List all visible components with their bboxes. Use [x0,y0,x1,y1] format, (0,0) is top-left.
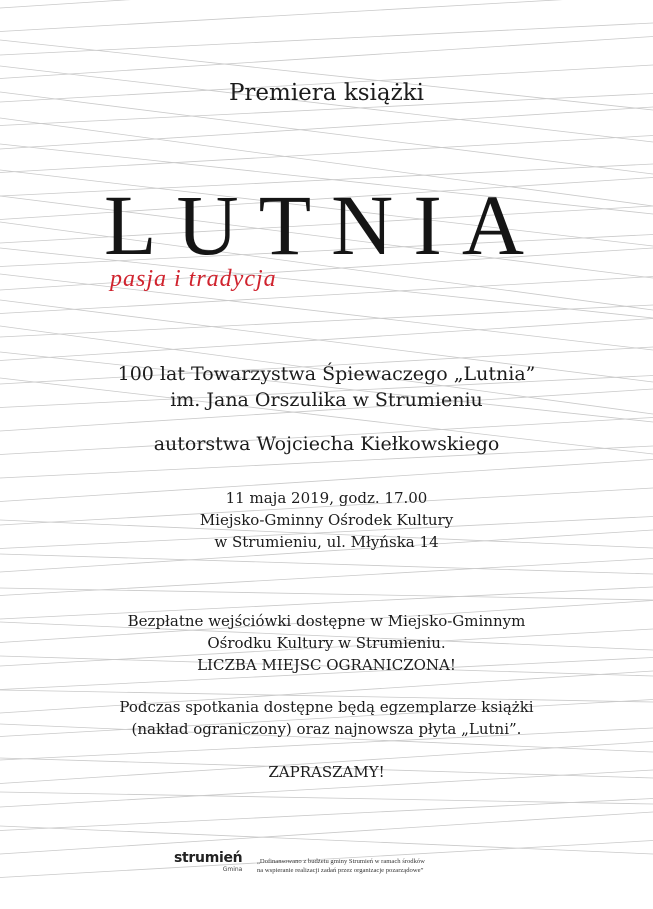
book-title: LUTNIA [104,177,545,273]
event-datetime: 11 maja 2019, godz. 17.00 [225,489,428,507]
offer-line-1: Podczas spotkania dostępne będą egzemplarze książki [119,698,534,716]
event-venue: Miejsko-Gminny Ośrodek Kultury [199,511,454,529]
tickets-line-1: Bezpłatne wejściówki dostępne w Miejsko-Gminnym [127,612,526,630]
event-address: w Strumieniu, ul. Młyńska 14 [214,533,439,551]
logo-subtitle: Gmina [222,866,243,873]
book-subtitle: pasja i tradycja [110,266,277,292]
funding-note [257,857,425,875]
society-name-line: im. Jana Orszulika w Strumieniu [170,389,483,411]
logo-wordmark: strumień [174,850,243,866]
anniversary-line: 100 lat Towarzystwa Śpiewaczego „Lutnia” [117,363,536,385]
author-line: autorstwa Wojciecha Kiełkowskiego [153,433,500,455]
strumien-logo [174,850,242,873]
tickets-line-2: Ośrodku Kultury w Strumieniu. [207,634,446,652]
funding-note-line-1: „Dofinansowano z budżetu gminy Strumień w ramach środków [257,858,425,865]
funding-note-line-2: na wspieranie realizacji zadań przez organizacje pozarządowe” [257,867,424,874]
limited-seats-notice: LICZBA MIEJSC OGRANICZONA! [197,656,456,674]
invitation-text: ZAPRASZAMY! [268,763,385,781]
kicker-text: Premiera książki [228,80,425,106]
offer-line-2: (nakład ograniczony) oraz najnowsza płyta „Lutni”. [131,720,522,738]
